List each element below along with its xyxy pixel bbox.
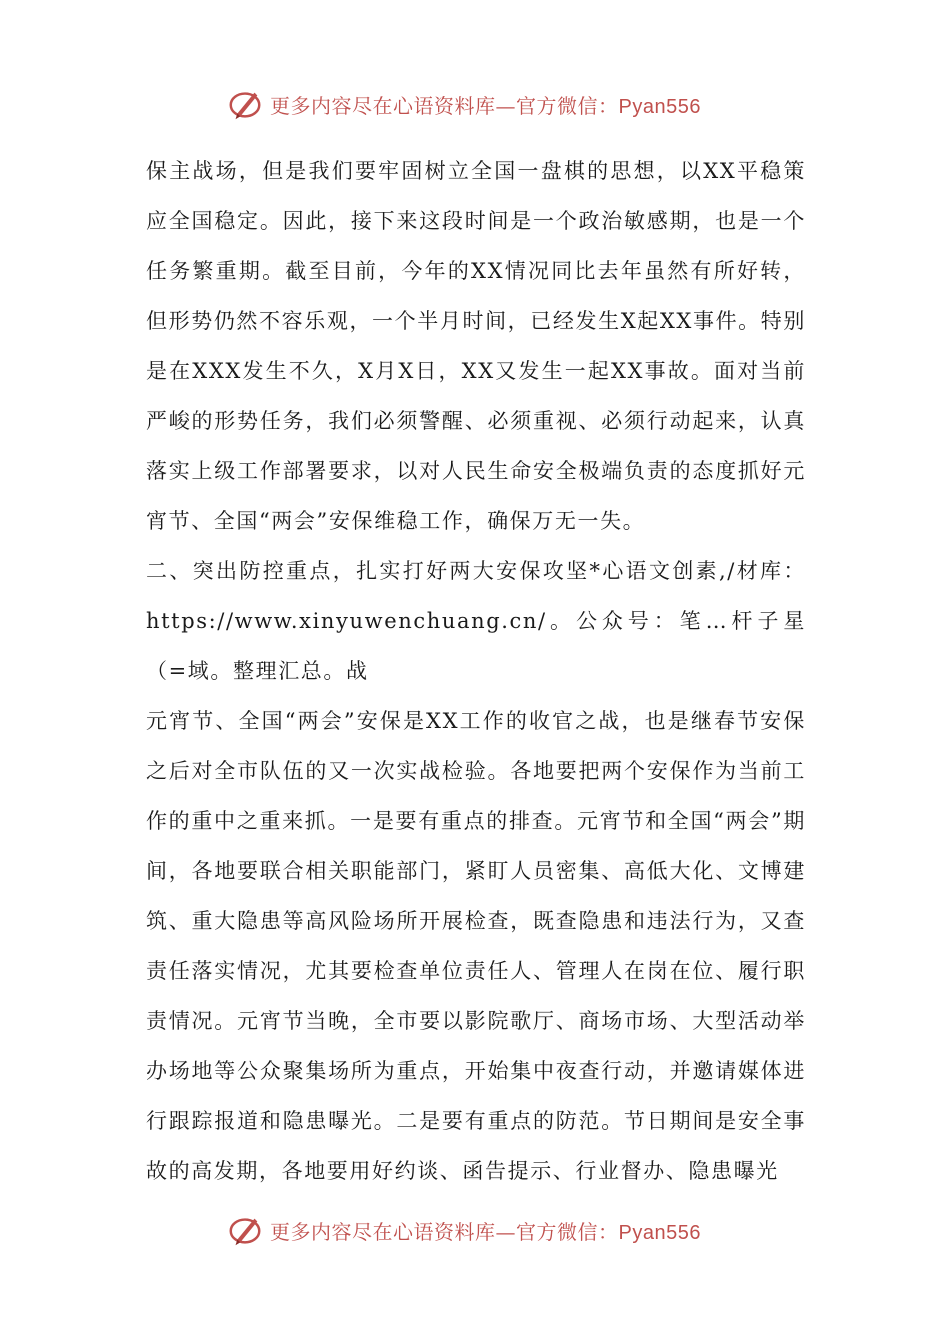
footer-wechat-id: Pyan556 [618,1221,701,1244]
body-paragraph: 保主战场，但是我们要牢固树立全国一盘棋的思想，以XX平稳策应全国稳定。因此，接下来这段时间是一个政治敏感期，也是一个任务繁重期。截至目前，今年的XX情况同比去年虽然有所好转，但形势仍然不容乐观，一个半月时间，已经发生X起XX事件。特别是在XXX发生不久，X月X日，XX又发生一起XX事故。面对当前严峻的形势任务，我们必须警醒、必须重视、必须行动起来，认真落实上级工作部署要求，以对人民生命安全极端负责的态度抓好元宵节、全国“两会”安保维稳工作，确保万无一失。 [146,159,806,533]
section-heading: 二、突出防控重点，扎实打好两大安保攻坚*心语文创素,/材库： [146,559,806,583]
body-paragraph: 元宵节、全国“两会”安保是XX工作的收官之战，也是继春节安保之后对全市队伍的又一次实战检验。各地要把两个安保作为当前工作的重中之重来抓。一是要有重点的排查。元宵节和全国“两会”期间，各地要联合相关职能部门，紧盯人员密集、高低大化、文博建筑、重大隐患等高风险场所开展检查，既查隐患和违法行为，又查责任落实情况，尤其要检查单位责任人、管理人在岗在位、履行职责情况。元宵节当晚，全市要以影院歌厅、商场市场、大型活动举办场地等公众聚集场所为重点，开始集中夜查行动，并邀请媒体进行跟踪报道和隐患曝光。二是要有重点的防范。节日期间是安全事故的高发期，各地要用好约谈、函告提示、行业督办、隐患曝光 [146,709,806,1183]
footer-watermark-text: 更多内容尽在心语资料库—官方微信：Pyan556 [270,1219,701,1244]
footer-watermark-banner [226,1208,701,1252]
pen-logo-icon [226,85,264,123]
document-body [146,146,806,1196]
pen-logo-icon [226,1211,264,1249]
header-wechat-id: Pyan556 [618,95,701,118]
header-watermark-text: 更多内容尽在心语资料库—官方微信：Pyan556 [270,93,701,118]
header-watermark-banner [226,82,701,126]
url-line: https://www.xinyuwenchuang.cn/。公众号：笔…杆子星（=域。整理汇总。战 [146,609,806,683]
